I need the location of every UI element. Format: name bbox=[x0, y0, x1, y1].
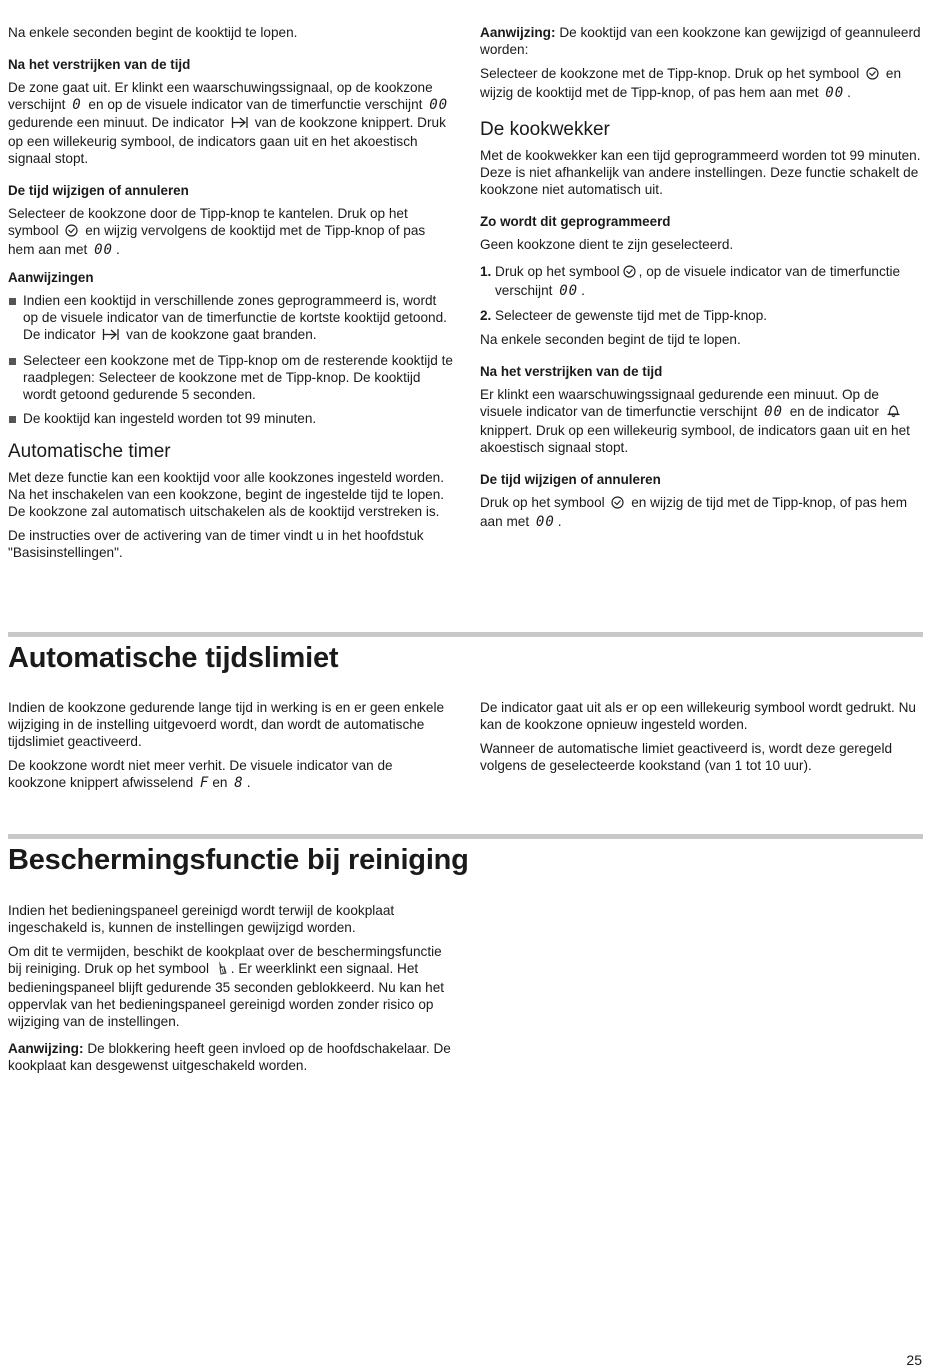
wipe-protection-icon bbox=[216, 960, 228, 979]
clean-column bbox=[8, 902, 453, 1081]
list-item: 1. Druk op het symbool , op de visuele indicator van de timerfunctie verschijnt 00 . bbox=[480, 264, 901, 299]
display-digit: 00 bbox=[535, 514, 555, 530]
display-digit: 00 bbox=[825, 85, 845, 101]
subheading-change: De tijd wijzigen of annuleren bbox=[480, 472, 661, 487]
display-digit: 00 bbox=[559, 283, 579, 299]
display-digit: 00 bbox=[94, 242, 113, 258]
subheading-expire: Na het verstrijken van de tijd bbox=[480, 364, 663, 379]
paragraph: De instructies over de activering van de timer vindt u in het hoofdstuk "Basisinstellingen". bbox=[8, 528, 424, 560]
arrow-to-bar-icon bbox=[102, 328, 119, 345]
heading-kookwekker: De kookwekker bbox=[480, 119, 610, 140]
timer-icon bbox=[65, 224, 78, 241]
note-paragraph: Aanwijzing: De kooktijd van een kookzone kan gewijzigd of geannuleerd worden: bbox=[480, 25, 921, 57]
paragraph: Om dit te vermijden, beschikt de kookplaat over de beschermingsfunctie bij reiniging. Druk op het symbool . Er weerklinkt een signaal. Het bedieningspaneel blijft gedurende 35 seconden geblokkeerd. Nu kan het oppervlak van het bedieningspaneel gereinigd worden zonder risico op wijziging van de instellingen. bbox=[8, 944, 445, 1029]
paragraph-change: Druk op het symbool en wijzig de tijd met de Tipp-knop, of pas hem aan met 00 . bbox=[480, 495, 908, 530]
paragraph-select: Selecteer de kookzone met de Tipp-knop. Druk op het symbool en wijzig de kooktijd met de Tipp-knop, of pas hem aan met 00 . bbox=[480, 66, 902, 101]
paragraph-change: Selecteer de kookzone door de Tipp-knop te kantelen. Druk op het symbool en wijzig vervolgens de kooktijd met de Tipp-knop of pas hem aan met 00 . bbox=[8, 206, 426, 258]
limit-right-column bbox=[480, 699, 925, 781]
timer-icon bbox=[866, 67, 879, 84]
display-digit: 8 bbox=[234, 775, 244, 791]
section-title-beschermingsfunctie: Beschermingsfunctie bij reiniging bbox=[8, 844, 469, 876]
timer-icon bbox=[623, 265, 636, 282]
subheading-notes: Aanwijzingen bbox=[8, 270, 94, 285]
paragraph: De kookzone wordt niet meer verhit. De visuele indicator van de kookzone knippert afwisselend F en 8 . bbox=[8, 758, 393, 791]
arrow-to-bar-icon bbox=[231, 116, 248, 133]
paragraph: Na enkele seconden begint de kooktijd te lopen. bbox=[8, 25, 298, 40]
section-title-automatische-tijdslimiet: Automatische tijdslimiet bbox=[8, 642, 339, 674]
paragraph: Geen kookzone dient te zijn geselecteerd. bbox=[480, 237, 734, 252]
page-number: 25 bbox=[906, 1352, 922, 1368]
subheading-program: Zo wordt dit geprogrammeerd bbox=[480, 214, 671, 229]
paragraph-expire: De zone gaat uit. Er klinkt een waarschuwingssignaal, op de kookzone verschijnt 0 en op de visuele indicator van de timerfunctie verschijnt 00 gedurende een minuut. De indicator van de kookzone knippert. Druk op een willekeurig symbool, de indicators gaan uit en het akoestisch signaal stopt. bbox=[8, 79, 453, 167]
paragraph: Indien de kookzone gedurende lange tijd in werking is en er geen enkele wijziging in de instelling uitgevoerd wordt, dan wordt de automatische tijdslimiet geactiveerd. bbox=[8, 700, 445, 749]
steps-list bbox=[480, 263, 925, 324]
paragraph: Indien het bedieningspaneel gereinigd wordt terwijl de kookplaat ingeschakeld is, kunnen de instellingen gewijzigd worden. bbox=[8, 903, 395, 935]
left-column bbox=[8, 24, 453, 568]
display-digit: F bbox=[199, 775, 210, 791]
note-label: Aanwijzing: bbox=[8, 1041, 84, 1056]
list-item: 2. Selecteer de gewenste tijd met de Tipp-knop. bbox=[480, 308, 768, 323]
display-digit: 00 bbox=[429, 97, 449, 113]
section-divider bbox=[8, 632, 923, 637]
right-column bbox=[480, 24, 925, 538]
paragraph: Na enkele seconden begint de tijd te lopen. bbox=[480, 332, 741, 347]
note-label: Aanwijzing: bbox=[480, 25, 556, 40]
list-item: Indien een kooktijd in verschillende zones geprogrammeerd is, wordt op de visuele indicator van de timerfunctie de kortste kooktijd getoond. De indicator van de kookzone gaat branden. bbox=[8, 292, 453, 345]
list-item: Selecteer een kookzone met de Tipp-knop om de resterende kooktijd te raadplegen: Selecteer de kookzone met de Tipp-knop. De kooktijd wordt getoond gedurende 5 seconden. bbox=[8, 352, 453, 403]
display-digit: 00 bbox=[764, 404, 783, 420]
notes-list bbox=[8, 292, 453, 427]
display-digit: 0 bbox=[72, 97, 82, 113]
paragraph: Wanneer de automatische limiet geactiveerd is, wordt deze geregeld volgens de geselecteerde kookstand (van 1 tot 10 uur). bbox=[480, 741, 893, 773]
paragraph: De indicator gaat uit als er op een willekeurig symbool wordt gedrukt. Nu kan de kookzone opnieuw ingesteld worden. bbox=[480, 700, 916, 732]
paragraph: Met deze functie kan een kooktijd voor alle kookzones ingesteld worden. Na het inschakelen van een kookzone, begint de ingestelde tijd te lopen. De kookzone zal automatisch uitschakelen als de kooktijd verstreken is. bbox=[8, 470, 445, 519]
paragraph: Met de kookwekker kan een tijd geprogrammeerd worden tot 99 minuten. Deze is niet afhankelijk van andere instellingen. Deze functie schakelt de kookzone niet automatisch uit. bbox=[480, 148, 921, 197]
paragraph-expire: Er klinkt een waarschuwingssignaal gedurende een minuut. Op de visuele indicator van de timerfunctie verschijnt 00 en de indicator knippert. Druk op een willekeurig symbool, de indicators gaan uit en het akoestisch signaal stopt. bbox=[480, 387, 910, 455]
note-paragraph: Aanwijzing: De blokkering heeft geen invloed op de hoofdschakelaar. De kookplaat kan desgewenst uitgeschakeld worden. bbox=[8, 1041, 451, 1073]
section-divider bbox=[8, 834, 923, 839]
subheading-change: De tijd wijzigen of annuleren bbox=[8, 183, 189, 198]
subheading-expire: Na het verstrijken van de tijd bbox=[8, 57, 191, 72]
limit-left-column bbox=[8, 699, 453, 799]
list-item: De kooktijd kan ingesteld worden tot 99 minuten. bbox=[8, 410, 453, 427]
bell-icon bbox=[886, 404, 901, 422]
heading-automatische-timer: Automatische timer bbox=[8, 441, 171, 462]
timer-icon bbox=[611, 496, 624, 513]
